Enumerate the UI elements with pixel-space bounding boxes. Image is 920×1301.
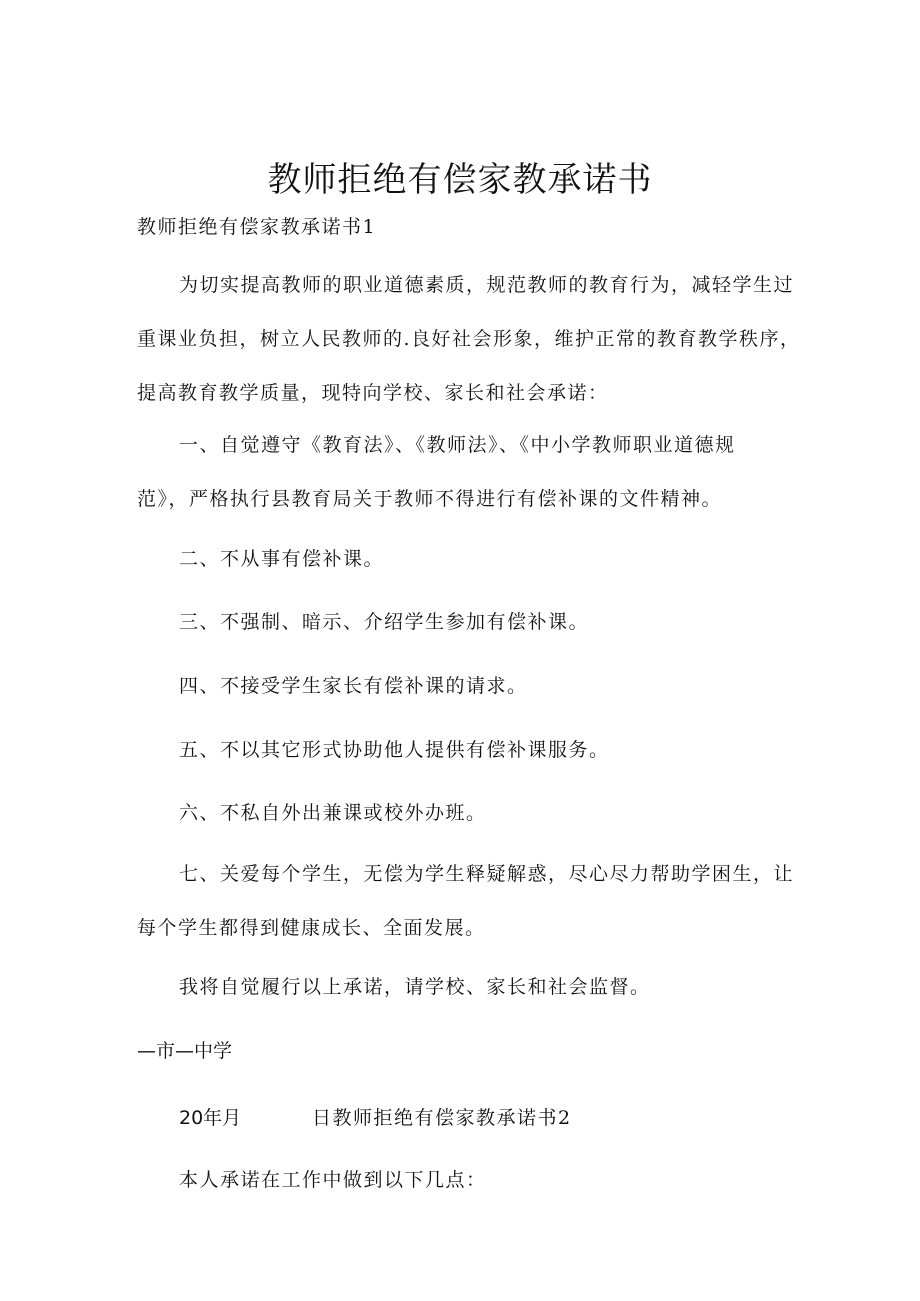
intro-line-2: 重课业负担，树立人民教师的.良好社会形象，维护正常的教育教学秩序， xyxy=(137,328,801,350)
intro-line-1: 为切实提高教师的职业道德素质，规范教师的教育行为，减轻学生过 xyxy=(179,274,795,296)
date-line: 20年月 xyxy=(179,1107,242,1129)
intro-line-3: 提高教育教学质量，现特向学校、家长和社会承诺： xyxy=(137,382,609,404)
pledge-item-7 xyxy=(137,847,794,955)
pledge-item-6: 六、不私自外出兼课或校外办班。 xyxy=(179,802,487,824)
pledge-item-4: 四、不接受学生家长有偿补课的请求。 xyxy=(179,675,528,697)
pledge-item-1-line-2: 范》，严格执行县教育局关于教师不得进行有偿补课的文件精神。 xyxy=(137,488,723,510)
section-heading-2: 日教师拒绝有偿家教承诺书2 xyxy=(312,1107,572,1129)
pledge-item-1-line-1: 一、自觉遵守《教育法》、《教师法》、《中小学教师职业道德规 xyxy=(179,434,736,456)
school-signature: —市—中学 xyxy=(137,1040,233,1062)
pledge-item-7-line-1: 七、关爱每个学生，无偿为学生释疑解惑，尽心尽力帮助学困生，让 xyxy=(179,863,795,885)
pledge-item-5: 五、不以其它形式协助他人提供有偿补课服务。 xyxy=(179,739,610,761)
document-title: 教师拒绝有偿家教承诺书 xyxy=(267,160,653,200)
intro-paragraph xyxy=(137,258,801,420)
section-heading-1: 教师拒绝有偿家教承诺书1 xyxy=(137,216,377,238)
pledge-intro-2: 本人承诺在工作中做到以下几点： xyxy=(179,1169,487,1191)
pledge-item-3: 三、不强制、暗示、介绍学生参加有偿补课。 xyxy=(179,611,590,633)
pledge-item-7-line-2: 每个学生都得到健康成长、全面发展。 xyxy=(137,917,486,939)
pledge-item-2: 二、不从事有偿补课。 xyxy=(179,548,385,570)
closing-statement: 我将自觉履行以上承诺，请学校、家长和社会监督。 xyxy=(179,976,651,998)
pledge-item-1 xyxy=(137,418,736,526)
